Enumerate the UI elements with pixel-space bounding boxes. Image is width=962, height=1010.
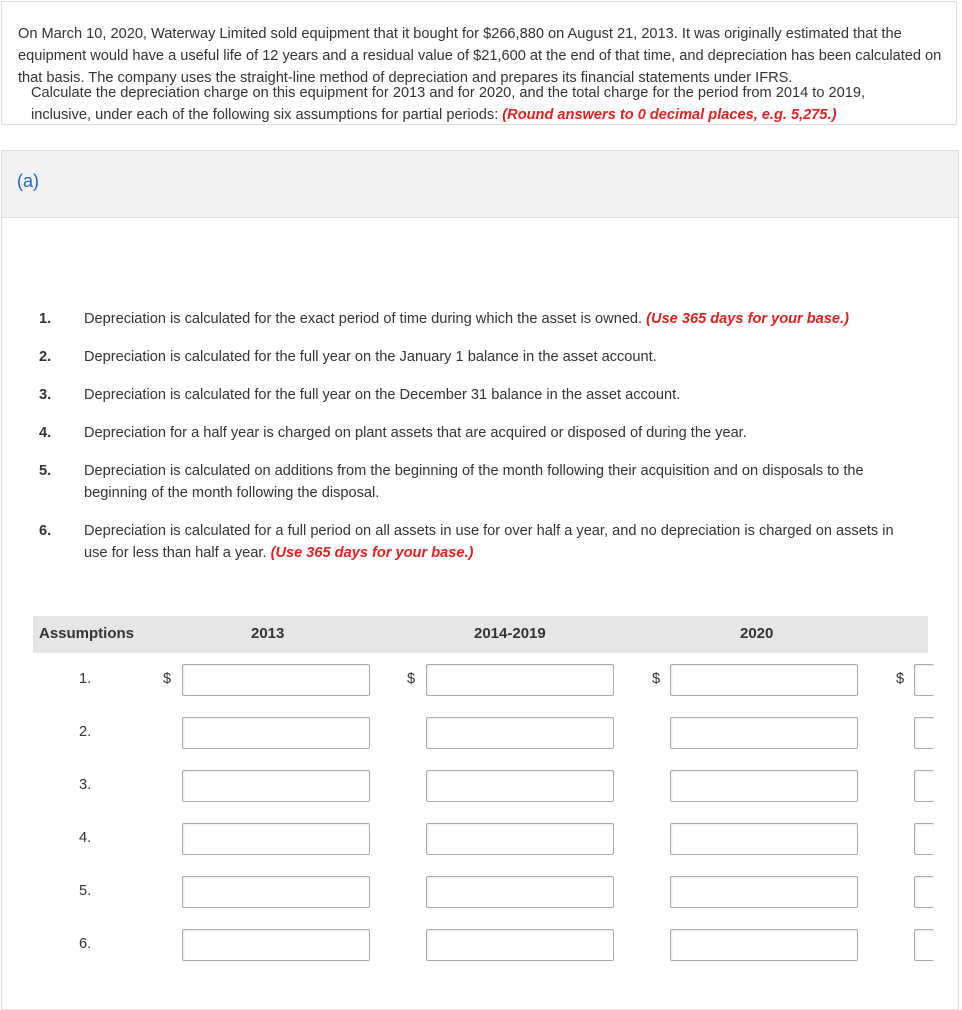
answer-table-header (33, 616, 928, 653)
question-text (31, 82, 911, 126)
assumption-text (84, 384, 914, 406)
column-header-2020: 2020 (740, 625, 774, 642)
row-label: 2. (79, 724, 92, 740)
answer-2020-input[interactable] (670, 876, 858, 908)
answer-2013-input[interactable] (182, 929, 370, 961)
row-label: 5. (79, 883, 92, 899)
assumption-text (84, 460, 914, 504)
part-label: (a) (17, 171, 39, 191)
answer-total-input[interactable] (914, 876, 934, 908)
currency-symbol: $ (896, 671, 905, 687)
assumption-text (84, 346, 914, 368)
answer-2020-input[interactable] (670, 664, 858, 696)
answer-2014-2019-input[interactable] (426, 717, 614, 749)
answer-total-input[interactable] (914, 929, 934, 961)
assumption-note: (Use 365 days for your base.) (270, 545, 474, 561)
row-label: 3. (79, 777, 92, 793)
assumption-body: Depreciation for a half year is charged on plant assets that are acquired or disposed of during the year. (84, 425, 747, 441)
answer-2013-input[interactable] (182, 823, 370, 855)
answer-2020-input[interactable] (670, 717, 858, 749)
column-header-2013: 2013 (251, 625, 285, 642)
answer-2014-2019-input[interactable] (426, 929, 614, 961)
assumption-body: Depreciation is calculated on additions from the beginning of the month following their acquisition and on disposals to the beginning of the month following the disposal. (84, 463, 864, 501)
assumption-number: 2. (39, 349, 52, 365)
currency-symbol: $ (407, 671, 416, 687)
part-a-header (2, 151, 958, 218)
assumption-body: Depreciation is calculated for the full year on the December 31 balance in the asset account. (84, 387, 681, 403)
answer-2020-input[interactable] (670, 823, 858, 855)
assumption-text (84, 308, 914, 330)
currency-symbol: $ (163, 671, 172, 687)
row-label: 1. (79, 671, 92, 687)
answer-total-input[interactable] (914, 770, 934, 802)
assumption-body: Depreciation is calculated for a full period on all assets in use for over half a year, and no depreciation is charged on assets in use for less than half a year. (84, 523, 894, 561)
answer-total-input[interactable] (914, 717, 934, 749)
answer-2020-input[interactable] (670, 929, 858, 961)
answer-2014-2019-input[interactable] (426, 876, 614, 908)
column-header-assumptions: Assumptions (39, 625, 135, 642)
question-rounding-note: (Round answers to 0 decimal places, e.g. 5,275.) (502, 107, 837, 123)
row-label: 6. (79, 936, 92, 952)
assumption-number: 3. (39, 387, 52, 403)
assumption-body: Depreciation is calculated for the full year on the January 1 balance in the asset account. (84, 349, 657, 365)
question-body: Calculate the depreciation charge on this equipment for 2013 and for 2020, and the total charge for the period from 2014 to 2019, inclusive, under each of the following six assumptions for partial periods: (31, 85, 866, 123)
assumption-number: 4. (39, 425, 52, 441)
row-label: 4. (79, 830, 92, 846)
answer-total-input[interactable] (914, 664, 934, 696)
answer-2014-2019-input[interactable] (426, 823, 614, 855)
column-header-2014-2019: 2014-2019 (474, 625, 546, 642)
assumption-note: (Use 365 days for your base.) (646, 311, 849, 327)
assumption-text (84, 422, 914, 444)
answer-2020-input[interactable] (670, 770, 858, 802)
problem-statement: On March 10, 2020, Waterway Limited sold equipment that it bought for $266,880 on August 21, 2013. It was originally estimated that the equipment would have a useful life of 12 years and a residual value of $21,600 at the end of that time, and depreciation has been calculated on that basis. The company uses the straight-line method of depreciation and prepares its financial statements under IFRS. (18, 26, 942, 86)
assumption-number: 6. (39, 523, 52, 539)
answer-2013-input[interactable] (182, 876, 370, 908)
answer-2013-input[interactable] (182, 770, 370, 802)
answer-2013-input[interactable] (182, 664, 370, 696)
currency-symbol: $ (652, 671, 661, 687)
assumption-number: 5. (39, 463, 52, 479)
assumption-text (84, 520, 914, 564)
answer-2014-2019-input[interactable] (426, 770, 614, 802)
assumption-number: 1. (39, 311, 52, 327)
assumption-body: Depreciation is calculated for the exact period of time during which the asset is owned. (84, 311, 647, 327)
answer-total-input[interactable] (914, 823, 934, 855)
answer-2014-2019-input[interactable] (426, 664, 614, 696)
answer-2013-input[interactable] (182, 717, 370, 749)
